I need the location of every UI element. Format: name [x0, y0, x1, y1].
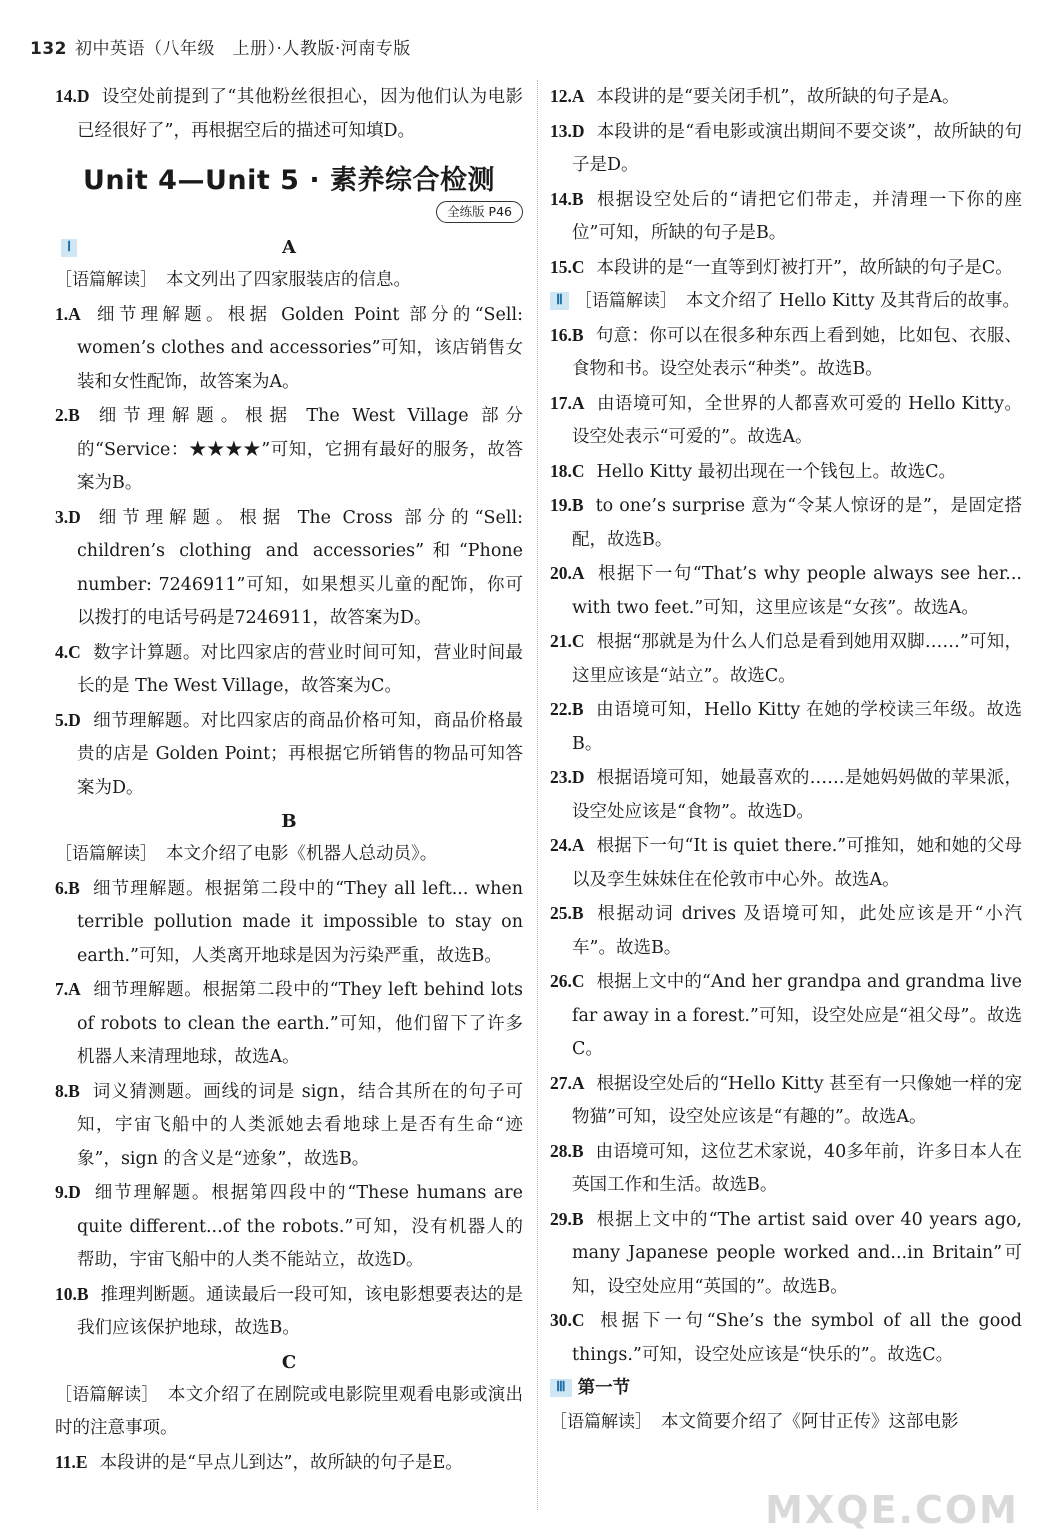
answer-item: 14.D 设空处前提到了“其他粉丝很担心，因为他们认为电影已经很好了”，再根据空后的描述可知填D。: [55, 86, 523, 141]
page-number: 132: [30, 39, 67, 59]
page-header: [30, 34, 411, 59]
answer-item: 13.D 本段讲的是“看电影或演出期间不要交谈”，故所缺的句子是D。: [550, 120, 1022, 175]
answer-item: 1.A 细节理解题。根据 Golden Point 部分的“Sell: women’s clothes and accessories”可知，该店销售女装和女性配饰，故答案为A。: [55, 303, 523, 392]
answer-item: 4.C 数字计算题。对比四家店的营业时间可知，营业时间最长的是 The West Village，故答案为C。: [55, 641, 523, 696]
answer-item: 19.B to one’s surprise 意为“令某人惊讶的是”，是固定搭配，故选B。: [550, 495, 1022, 550]
answer-item: 3.D 细节理解题。根据 The Cross 部分的“Sell: children’s clothing and accessories”和“Phone number: 7246911”可知，如果想买儿童的配饰，你可以拨打的电话号码是7246911，故答案为D。: [55, 506, 523, 628]
unit-title: Unit 4—Unit 5 · 素养综合检测: [82, 165, 496, 196]
section-heading-c: C: [281, 1351, 297, 1373]
answer-item: 18.C Hello Kitty 最初出现在一个钱包上。故选C。: [550, 460, 956, 482]
answer-item: 24.A 根据下一句“It is quiet there.”可推知，她和她的父母以及孪生妹妹住在伦敦市中心外。故选A。: [550, 835, 1022, 890]
answer-item: 23.D 根据语境可知，她最喜欢的……是她妈妈做的苹果派，设空处应该是“食物”。故选D。: [550, 767, 1022, 822]
roman-numeral-badge: Ⅰ: [61, 239, 77, 257]
passage-analysis: ［语篇解读］ 本文介绍了电影《机器人总动员》。: [55, 844, 438, 864]
reference-badge: 全练版 P46: [436, 201, 523, 223]
section-heading-a: Ⅰ A: [55, 231, 523, 264]
left-column: [55, 80, 523, 1480]
answer-item: 9.D 细节理解题。根据第四段中的“These humans are quite different...of the robots.”可知，没有机器人的帮助，宇宙飞船中的人类不能站立，故选D。: [55, 1182, 523, 1270]
answer-item: 12.A 本段讲的是“要关闭手机”，故所缺的句子是A。: [550, 86, 960, 107]
answer-item: 5.D 细节理解题。对比四家店的商品价格可知，商品价格最贵的店是 Golden Point；再根据它所销售的物品可知答案为D。: [55, 709, 523, 798]
answer-item: 15.C 本段讲的是“一直等到灯被打开”，故所缺的句子是C。: [550, 256, 1013, 278]
roman-numeral-badge: Ⅱ: [550, 292, 569, 310]
answer-item: 29.B 根据上文中的“The artist said over 40 years ago, many Japanese people worked and...in Britain”可知，设空处应用“英国的”。故选B。: [550, 1208, 1022, 1297]
section-heading-iii: Ⅲ 第一节: [550, 1372, 1022, 1406]
passage-analysis: ［语篇解读］ 本文简要介绍了《阿甘正传》这部电影: [550, 1411, 959, 1432]
answer-item: 22.B 由语境可知，Hello Kitty 在她的学校读三年级。故选B。: [550, 699, 1022, 754]
answer-item: 20.A 根据下一句“That’s why people always see her... with two feet.”可知，这里应该是“女孩”。故选A。: [550, 563, 1022, 618]
answer-item: 8.B 词义猜测题。画线的词是 sign，结合其所在的句子可知，宇宙飞船中的人类派她去看地球上是否有生命“迹象”，sign 的含义是“迹象”，故选B。: [55, 1080, 523, 1169]
section-heading-b: B: [281, 811, 297, 832]
answer-item: 14.B 根据设空处后的“请把它们带走，并清理一下你的座位”可知，所缺的句子是B。: [550, 188, 1022, 243]
passage-analysis: ［语篇解读］ 本文列出了四家服装店的信息。: [55, 270, 411, 290]
answer-item: 11.E 本段讲的是“早点儿到达”，故所缺的句子是E。: [55, 1451, 463, 1473]
answer-item: 2.B 细节理解题。根据 The West Village 部分的“Service：★★★★”可知，它拥有最好的服务，故答案为B。: [55, 405, 523, 493]
answer-item: 6.B 细节理解题。根据第二段中的“They all left... when terrible pollution made it impossible to stay on earth.”可知，人类离开地球是因为污染严重，故选B。: [55, 877, 523, 966]
watermark: MXQE.COM: [765, 1488, 1019, 1532]
answer-item: 21.C 根据“那就是为什么人们总是看到她用双脚……”可知，这里应该是“站立”。故选C。: [550, 631, 1022, 686]
answer-item: 7.A 细节理解题。根据第二段中的“They left behind lots of robots to clean the earth.”可知，他们留下了许多机器人来清理地球，故选A。: [55, 979, 523, 1067]
answer-item: 17.A 由语境可知，全世界的人都喜欢可爱的 Hello Kitty。设空处表示“可爱的”。故选A。: [550, 392, 1022, 447]
answer-item: 25.B 根据动词 drives 及语境可知，此处应该是开“小汽车”。故选B。: [550, 903, 1022, 958]
roman-numeral-badge: Ⅲ: [550, 1379, 572, 1397]
answer-item: 27.A 根据设空处后的“Hello Kitty 甚至有一只像她一样的宠物猫”可知，设空处应该是“有趣的”。故选A。: [550, 1072, 1022, 1127]
answer-item: 10.B 推理判断题。通读最后一段可知，该电影想要表达的是我们应该保护地球，故选B。: [55, 1283, 523, 1338]
passage-analysis: ［语篇解读］ 本文介绍了在剧院或电影院里观看电影或演出时的注意事项。: [55, 1384, 524, 1438]
answer-item: 28.B 由语境可知，这位艺术家说，40多年前，许多日本人在英国工作和生活。故选B。: [550, 1140, 1022, 1195]
right-column: [550, 80, 1022, 1439]
passage-analysis: Ⅱ ［语篇解读］ 本文介绍了 Hello Kitty 及其背后的故事。: [550, 285, 1022, 319]
answer-item: 30.C 根据下一句“She’s the symbol of all the good things.”可知，设空处应该是“快乐的”。故选C。: [550, 1310, 1022, 1365]
answer-item: 26.C 根据上文中的“And her grandpa and grandma live far away in a forest.”可知，设空处应是“祖父母”。故选C。: [550, 971, 1022, 1059]
answer-item: 16.B 句意：你可以在很多种东西上看到她，比如包、衣服、食物和书。设空处表示“种类”。故选B。: [550, 324, 1022, 379]
header-title: 初中英语（八年级 上册）·人教版·河南专版: [75, 39, 411, 59]
column-divider: [537, 80, 538, 1510]
